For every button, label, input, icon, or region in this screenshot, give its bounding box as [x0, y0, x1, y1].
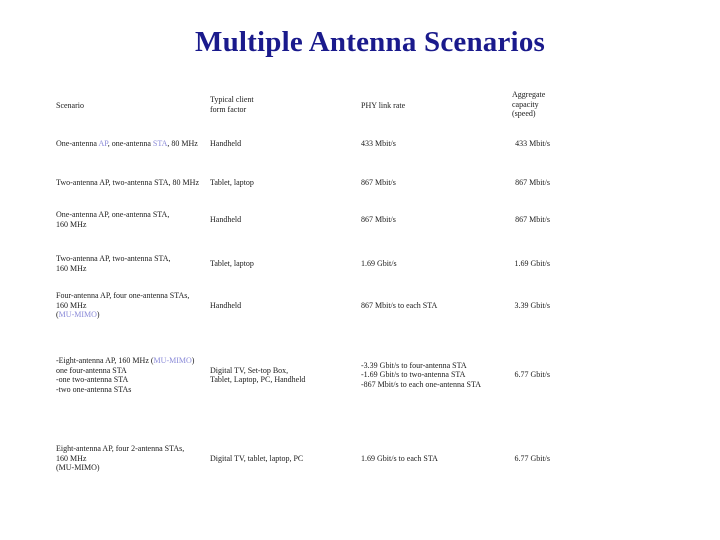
form-factor-cell — [210, 215, 241, 225]
header-phy-rate: PHY link rate — [361, 101, 406, 110]
scenario-cell — [56, 444, 184, 473]
scenario-line — [56, 139, 198, 149]
form-factor-cell — [210, 178, 254, 188]
scenario-text: , one-antenna — [107, 139, 153, 148]
header-capacity-line: capacity — [512, 99, 539, 109]
form-factor-cell — [210, 301, 241, 311]
form-factor-line: Tablet, Laptop, PC, Handheld — [210, 375, 306, 384]
scenario-text: 160 MHz — [56, 300, 87, 310]
scenario-text: One-antenna AP, one-antenna STA, — [56, 210, 170, 219]
scenario-cell — [56, 291, 189, 320]
scenario-line — [56, 385, 194, 395]
phy-rate-line: 1.69 Gbit/s — [361, 259, 397, 269]
scenario-line — [56, 366, 194, 376]
form-factor-line: Handheld — [210, 300, 242, 310]
phy-rate-line: -3.39 Gbit/s to four-antenna STA — [361, 360, 467, 370]
scenario-text: Eight-antenna AP, four 2-antenna STAs, — [56, 444, 185, 453]
header-form-factor-line: Typical client — [210, 95, 254, 104]
wiki-link[interactable]: AP — [98, 139, 108, 148]
header-form-factor — [210, 95, 254, 114]
capacity-cell: 3.39 Gbit/s — [514, 300, 550, 310]
phy-rate-cell — [361, 361, 481, 390]
form-factor-line: Tablet, laptop — [210, 259, 254, 269]
scenario-line — [56, 356, 194, 366]
scenario-text: Two-antenna AP, two-antenna STA, 80 MHz — [56, 178, 199, 187]
wiki-link[interactable]: MU-MIMO — [58, 310, 97, 319]
capacity-cell: 6.77 Gbit/s — [514, 453, 550, 463]
phy-rate-cell — [361, 259, 397, 269]
wiki-link[interactable]: MU-MIMO — [153, 356, 192, 365]
scenario-line — [56, 463, 184, 473]
scenario-cell — [56, 210, 169, 229]
scenario-line — [56, 310, 189, 320]
phy-rate-line: 433 Mbit/s — [361, 139, 396, 149]
capacity-cell: 867 Mbit/s — [515, 215, 550, 225]
scenario-line — [56, 254, 171, 264]
scenario-line — [56, 444, 184, 454]
scenario-cell — [56, 254, 171, 273]
header-scenario: Scenario — [56, 101, 84, 110]
scenario-text: ( — [56, 310, 59, 319]
phy-rate-line: 1.69 Gbit/s to each STA — [361, 453, 438, 463]
scenario-text: ) — [96, 310, 100, 319]
form-factor-line: Digital TV, Set-top Box, — [210, 365, 289, 375]
scenario-text: 160 MHz — [56, 219, 87, 229]
phy-rate-cell — [361, 454, 438, 464]
scenario-text: (MU-MIMO) — [56, 463, 100, 472]
scenario-text: Four-antenna AP, four one-antenna STAs, — [56, 291, 190, 300]
scenario-line — [56, 454, 184, 464]
phy-rate-line: 867 Mbit/s — [361, 215, 396, 225]
form-factor-line: Tablet, laptop — [210, 178, 254, 188]
capacity-cell: 433 Mbit/s — [515, 139, 550, 149]
form-factor-cell — [210, 454, 303, 464]
phy-rate-cell — [361, 301, 437, 311]
scenario-text: Two-antenna AP, two-antenna STA, — [56, 254, 171, 263]
scenario-text: , 80 MHz — [167, 139, 198, 148]
phy-rate-line: 867 Mbit/s to each STA — [361, 300, 438, 310]
phy-rate-line: 867 Mbit/s — [361, 178, 396, 188]
scenario-text: 160 MHz — [56, 453, 87, 463]
phy-rate-line: -1.69 Gbit/s to two-antenna STA — [361, 370, 466, 380]
scenario-line — [56, 210, 169, 220]
scenario-line — [56, 375, 194, 385]
scenario-line — [56, 301, 189, 311]
scenario-line — [56, 178, 199, 188]
capacity-cell: 867 Mbit/s — [515, 178, 550, 188]
form-factor-cell — [210, 259, 254, 269]
form-factor-line: Handheld — [210, 139, 242, 149]
scenario-cell — [56, 356, 194, 394]
page-title: Multiple Antenna Scenarios — [195, 26, 545, 58]
header-capacity — [512, 90, 545, 119]
scenario-cell — [56, 178, 199, 188]
header-capacity-line: Aggregate — [512, 90, 546, 99]
scenario-text: -Eight-antenna AP, 160 MHz ( — [56, 356, 154, 365]
header-form-factor-line: form factor — [210, 104, 247, 114]
scenario-text: 160 MHz — [56, 263, 87, 273]
scenario-text: -one two-antenna STA — [56, 375, 129, 384]
wiki-link[interactable]: STA — [152, 139, 168, 148]
phy-rate-cell — [361, 215, 396, 225]
scenario-text: one four-antenna STA — [56, 365, 127, 375]
capacity-cell: 6.77 Gbit/s — [514, 370, 550, 380]
scenario-cell — [56, 139, 198, 149]
form-factor-cell — [210, 366, 305, 385]
form-factor-cell — [210, 139, 241, 149]
phy-rate-cell — [361, 178, 396, 188]
scenario-line — [56, 291, 189, 301]
form-factor-line: Handheld — [210, 215, 242, 225]
capacity-cell: 1.69 Gbit/s — [514, 259, 550, 269]
scenario-line — [56, 220, 169, 230]
scenario-text: -two one-antenna STAs — [56, 384, 132, 394]
phy-rate-cell — [361, 139, 396, 149]
scenario-text: One-antenna — [56, 139, 99, 148]
header-capacity-line: (speed) — [512, 109, 536, 118]
scenario-line — [56, 264, 171, 274]
phy-rate-line: -867 Mbit/s to each one-antenna STA — [361, 379, 481, 389]
scenario-text: ) — [191, 356, 195, 365]
form-factor-line: Digital TV, tablet, laptop, PC — [210, 453, 304, 463]
